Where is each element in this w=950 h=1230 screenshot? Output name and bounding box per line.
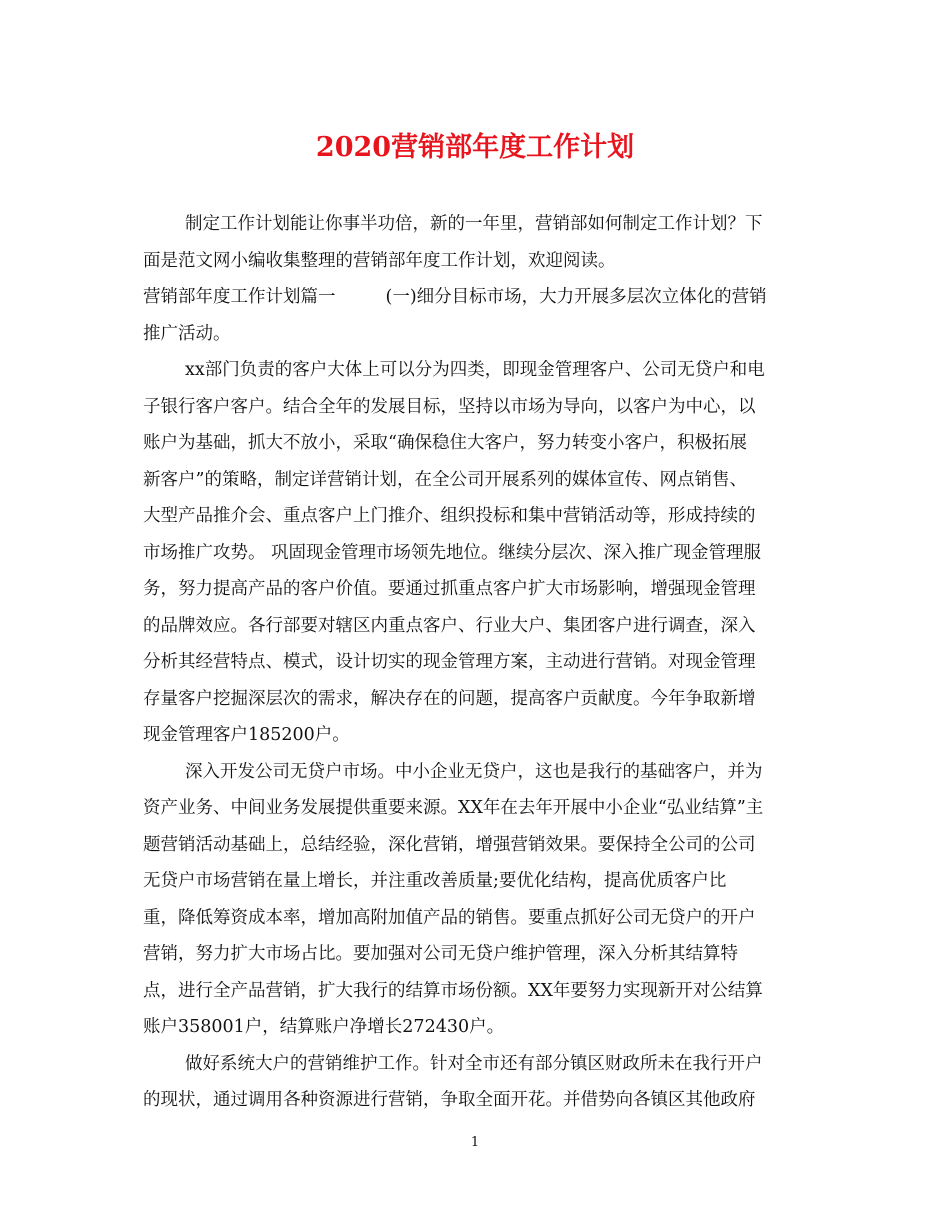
text-line: 的品牌效应。各行部要对辖区内重点客户、行业大户、集团客户进行调查，深入 bbox=[143, 615, 756, 636]
paragraph-customers bbox=[143, 352, 803, 754]
text-line: 务，努力提高产品的客户价值。要通过抓重点客户扩大市场影响，增强现金管理 bbox=[143, 579, 756, 599]
text-line: 做好系统大户的营销维护工作。针对全市还有部分镇区财政所未在我行开户 bbox=[185, 1053, 763, 1074]
text-line bbox=[143, 279, 803, 316]
text-line: 点，进行全产品营销，扩大我行的结算市场份额。XX年要努力实现新开对公结算 bbox=[143, 980, 763, 1001]
text-line: 子银行客户客户。结合全年的发展目标，坚持以市场为导向，以客户为中心，以 bbox=[143, 396, 756, 417]
document-body bbox=[143, 206, 803, 1119]
text-line: 的现状，通过调用各种资源进行营销，争取全面开花。并借势向各镇区其他政府 bbox=[143, 1090, 756, 1110]
paragraph-no-loan-market bbox=[143, 754, 803, 1046]
text-line: 现金管理客户185200户。 bbox=[143, 725, 350, 745]
text-line: 推广活动。 bbox=[143, 323, 231, 344]
text-line: 分析其经营特点、模式，设计切实的现金管理方案，主动进行营销。对现金管理 bbox=[143, 652, 756, 672]
paragraph-section-heading bbox=[143, 279, 803, 352]
text-line: 题营销活动基础上，总结经验，深化营销，增强营销效果。要保持全公司的公司 bbox=[143, 834, 756, 855]
text-line: 新客户”的策略，制定详营销计划，在全公司开展系列的媒体宣传、网点销售、 bbox=[143, 469, 747, 490]
text-line: 制定工作计划能让你事半功倍，新的一年里，营销部如何制定工作计划？下 bbox=[185, 214, 763, 234]
text-line: 账户358001户，结算账户净增长272430户。 bbox=[143, 1017, 505, 1037]
text-line: 大型产品推介会、重点客户上门推介、组织投标和集中营销活动等，形成持续的 bbox=[143, 506, 756, 526]
paragraph-system-clients bbox=[143, 1046, 803, 1119]
page-number: 1 bbox=[470, 1135, 480, 1150]
section-subheading: (一)细分目标市场，大力开展多层次立体化的营销 bbox=[385, 287, 767, 307]
text-line: 重，降低筹资成本率，增加高附加值产品的销售。要重点抓好公司无贷户的开户 bbox=[143, 907, 756, 928]
text-line: 深入开发公司无贷户市场。中小企业无贷户，这也是我行的基础客户，并为 bbox=[185, 761, 763, 782]
section-heading: 营销部年度工作计划篇一 bbox=[143, 287, 336, 307]
document-title: 2020营销部年度工作计划 bbox=[315, 132, 635, 163]
text-line: 无贷户市场营销在量上增长，并注重改善质量;要优化结构，提高优质客户比 bbox=[143, 871, 727, 891]
text-line: 营销，努力扩大市场占比。要加强对公司无贷户维护管理，深入分析其结算特 bbox=[143, 944, 738, 964]
text-line: 面是范文网小编收集整理的营销部年度工作计划，欢迎阅读。 bbox=[143, 250, 616, 271]
text-line: 存量客户挖掘深层次的需求，解决存在的问题，提高客户贡献度。今年争取新增 bbox=[143, 688, 756, 709]
text-line: 账户为基础，抓大不放小，采取“确保稳住大客户，努力转变小客户，积极拓展 bbox=[143, 433, 747, 453]
text-line: 市场推广攻势。 巩固现金管理市场领先地位。继续分层次、深入推广现金管理服 bbox=[143, 542, 762, 563]
paragraph-intro bbox=[143, 206, 803, 279]
text-line: xx部门负责的客户大体上可以分为四类，即现金管理客户、公司无贷户和电 bbox=[185, 360, 765, 380]
text-line: 资产业务、中间业务发展提供重要来源。XX年在去年开展中小企业“弘业结算”主 bbox=[143, 798, 764, 818]
